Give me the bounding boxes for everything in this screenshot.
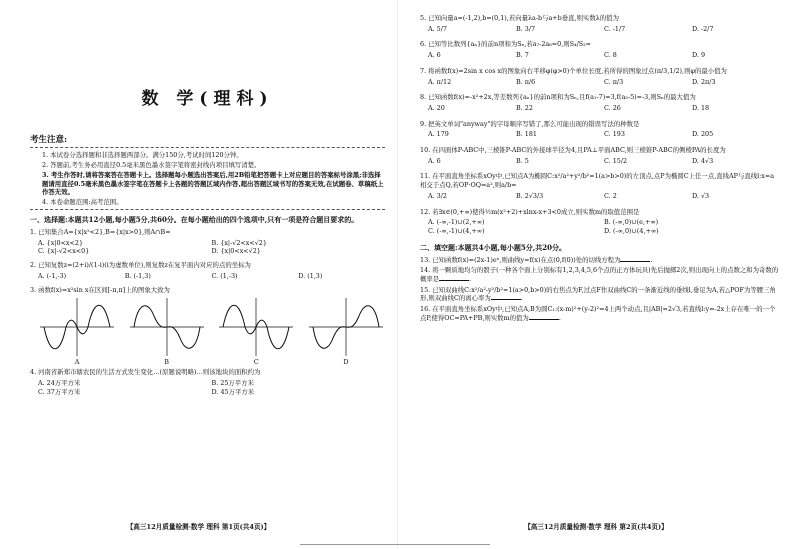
- answer-blank: [620, 261, 650, 262]
- option-d: D. 2π/3: [692, 77, 716, 86]
- question-3-stem: 3. 函数f(x)=x²sin x在区间[-π,π]上的图象大致为: [30, 285, 170, 294]
- question-8: [420, 93, 780, 112]
- divider: [300, 544, 490, 545]
- question-stem: 7. 将函数f(x)=2sin x cos x的图象向右平移φ(φ>0)个单位长度,若所得的图象过点(π/3,1/2),则φ的最小值为: [420, 66, 727, 75]
- divider: [30, 209, 385, 210]
- option-d: D. 4√3: [692, 156, 714, 165]
- option-d: D. 18: [692, 103, 710, 112]
- option-b: B. 181: [516, 130, 537, 139]
- footer-right: 【高三12月质量检测·数学 理科 第2页(共4页)】: [524, 523, 668, 531]
- option-b: B. (-∞,0)∪(e,+∞): [604, 218, 659, 227]
- question-1-stem: 1. 已知集合A={x|x²<2},B={x|x>0},则A∩B=: [30, 228, 171, 237]
- option-c: C. (1,-3): [211, 271, 238, 280]
- option-b: B. 7: [516, 51, 529, 60]
- option-c: C. 15/2: [604, 156, 628, 165]
- option-c: C. 37万平方米: [38, 387, 81, 396]
- question-options: [428, 104, 780, 113]
- option-a: A. (-∞,-1)∪(2,+∞): [428, 218, 485, 227]
- option-a: A. 6: [428, 51, 441, 60]
- option-d: D. √3: [692, 191, 710, 200]
- fill-stem: 13. 已知函数f(x)=(2x-1)eˣ,则曲线y=f(x)在点(0,f(0))处的切线方程为: [420, 255, 621, 264]
- fill-question-14: 14. 将一颗质地均匀的骰子(一种各个面上分别标有1,2,3,4,5,6个点的正方体玩具)先后抛掷2次,则出现向上的点数之和为奇数的概率是 .: [420, 266, 779, 284]
- question-stem: 6. 已知等比数列{aₙ}的前n项和为Sₙ,若a₇-2a₆=0,则S₄/S₂=: [420, 40, 592, 49]
- question-options: [428, 192, 780, 201]
- question-stem: 8. 已知函数f(x)=-x²+2x,等差数列{aₙ}的前n项和为Sₙ,且f(a₁-7)=3,f(a₅-5)=-3,则Sₙ的最大值为: [420, 93, 696, 102]
- graph-option-b: [128, 296, 206, 366]
- question-6: [420, 40, 780, 59]
- question-stem: 10. 在四面体P-ABC中,三棱锥P-ABC的外接球半径为4,且PA⊥平面ABC,则三棱锥P-ABC的侧棱PA的长度为: [420, 146, 726, 155]
- notice-item: 2. 答题前,考生务必用直径0.5毫米黑色墨水签字笔将密封线内项目填写清楚。: [42, 161, 261, 170]
- notice-box: [30, 133, 385, 210]
- graph-option-c: [217, 296, 295, 366]
- option-c: C. 2: [604, 191, 617, 200]
- option-b: B. 22: [516, 103, 533, 112]
- graph-option-a: [38, 296, 116, 366]
- option-c: C. -1/7: [604, 24, 626, 33]
- right-questions: [420, 14, 780, 236]
- option-b: B. 25万平方米: [211, 378, 254, 387]
- option-b: B. 5: [516, 156, 529, 165]
- answer-blank: [491, 299, 521, 300]
- option-c: C. (-∞,-1)∪(4,+∞): [428, 226, 485, 235]
- option-c: C. 26: [604, 103, 621, 112]
- question-options: [428, 218, 780, 235]
- footer-left: 【高三12月质量检测·数学 理科 第1页(共4页)】: [126, 523, 271, 531]
- option-a: A. 3/2: [428, 191, 447, 200]
- option-c: C. 193: [604, 130, 625, 139]
- question-11: [420, 172, 780, 200]
- option-a: A. (-1,-3): [38, 271, 67, 280]
- answer-blank: [439, 280, 469, 281]
- answer-blank: [529, 319, 559, 320]
- question-3-graphs: [38, 296, 385, 366]
- option-a: A. 179: [428, 130, 449, 139]
- function-graph: [38, 296, 116, 358]
- notice-item: 1. 本试卷分选择题和非选择题两部分。满分150分,考试时间120分钟。: [42, 151, 243, 159]
- question-stem: 11. 在平面直角坐标系xOy中,已知点A为椭圆C:x²/a²+y²/b²=1(a>b>0)的左顶点,点P为椭圆C上任一点,直线AP与直线l:x=a相交于点Q,若OP·OQ=a²,则a/b=: [420, 172, 775, 190]
- question-stem: 5. 已知向量a=(-1,2),b=(0,1),若向量λa-b与a+b垂直,则实数λ的值为: [420, 14, 619, 22]
- notice-header: 考生注意:: [30, 135, 68, 145]
- question-options: [428, 130, 780, 139]
- right-page: [397, 0, 794, 549]
- option-b: B. (-1,3): [124, 271, 151, 280]
- option-c: C. {x|-√2<x<0}: [38, 247, 90, 256]
- fill-question-15: 15. 已知双曲线C:x²/a²-y²/b²=1(a>0,b>0)的右焦点为F,过点F作双曲线C的一条渐近线的垂线l,垂足为A,若△POF为等腰三角形,则双曲线C的离心率为 .: [420, 285, 776, 303]
- fill-stem: 16. 在平面直角坐标系xOy中,已知点A,B为圆C₁:(x-m)²+(y-2)²=4上两个动点,且|AB|=2√3,若直线l:y=-2x上存在唯一的一个点P,使得OC=PA+PB,则实数m的值为: [420, 305, 776, 322]
- divider: [30, 147, 385, 148]
- option-b: B. {x|-√2<x<√2}: [211, 238, 267, 247]
- option-c: C. 8: [604, 51, 617, 60]
- fill-stem: 14. 将一颗质地均匀的骰子(一种各个面上分别标有1,2,3,4,5,6个点的正方体玩具)先后抛掷2次,则出现向上的点数之和为奇数的概率是: [420, 266, 779, 284]
- question-2-stem: 2. 已知复数z=(2+i)/(1-i)(i为虚数单位),则复数z在复平面内对应的点的坐标为: [30, 261, 251, 270]
- option-d: D. 9: [692, 51, 706, 60]
- option-d: D. (1,3): [298, 271, 323, 280]
- function-graph: [307, 296, 385, 358]
- question-5: [420, 14, 780, 33]
- question-1-options: [38, 239, 385, 256]
- question-4-stem: 4. 河南省新郑市辖农民的生活方式发生变化…(原题说明略)…则该地块的面积约为: [30, 368, 261, 377]
- option-d: D. {x|0<x<√2}: [211, 247, 261, 256]
- question-7: [420, 67, 780, 86]
- option-b: B. 2√3/3: [516, 191, 544, 200]
- notice-item: 4. 本卷命题范围:高考范围。: [42, 198, 123, 207]
- graph-label: D: [343, 358, 349, 367]
- option-d: D. 45万平方米: [211, 387, 255, 396]
- option-b: B. π/6: [516, 77, 536, 86]
- section-heading: 二、填空题:本题共4小题,每小题5分,共20分。: [420, 242, 566, 252]
- option-b: B. 3/7: [516, 24, 536, 33]
- question-stem: 9. 把英文单词"anyway"的字母顺序写错了,那么可能出现的错误写法的种数是: [420, 119, 640, 128]
- graph-label: A: [74, 358, 80, 367]
- question-options: [428, 157, 780, 166]
- question-stem: 12. 若∃x∈(0,+∞)使得½m(x²+2)+xlnx-x+3<0成立,则实数m的取值范围是: [420, 207, 640, 216]
- option-a: A. 20: [428, 103, 445, 112]
- question-options: [428, 25, 780, 34]
- question-10: [420, 146, 780, 165]
- function-graph: [128, 296, 206, 358]
- notice-item: 3. 考生作答时,请将答案答在答题卡上。选择题每小题选出答案后,用2B铅笔把答题卡上对应题目的答案标号涂黑;非选择题请用直径0.5毫米黑色墨水签字笔在答题卡上各题的答题区域内作答,超出答题区域书写的答案无效,在试题卷、草稿纸上作答无效。: [42, 171, 384, 197]
- option-a: A. 5/7: [428, 24, 447, 33]
- fill-stem: 15. 已知双曲线C:x²/a²-y²/b²=1(a>0,b>0)的右焦点为F,过点F作双曲线C的一条渐近线的垂线l,垂足为A,若△POF为等腰三角形,则双曲线C的离心率为: [420, 285, 776, 303]
- option-c: C. π/3: [604, 77, 624, 86]
- question-options: [428, 78, 780, 87]
- question-9: [420, 120, 780, 139]
- question-2-options: [38, 272, 385, 281]
- option-a: A. {x|0<x<2}: [38, 238, 84, 247]
- question-options: [428, 51, 780, 60]
- option-d: D. -2/7: [692, 24, 714, 33]
- page-title: 数 学(理科): [141, 89, 274, 109]
- option-d: D. 205: [692, 130, 714, 139]
- function-graph: [217, 296, 295, 358]
- fill-question-16: 16. 在平面直角坐标系xOy中,已知点A,B为圆C₁:(x-m)²+(y-2)²=4上两个动点,且|AB|=2√3,若直线l:y=-2x上存在唯一的一个点P,使得OC=PA+PB,则实数m的值为 .: [420, 305, 776, 322]
- option-a: A. 24万平方米: [38, 378, 81, 387]
- graph-label: B: [164, 358, 169, 367]
- question-12: [420, 208, 780, 236]
- section-heading: 一、选择题:本题共12小题,每小题5分,共60分。在每小题给出的四个选项中,只有一项是符合题目要求的。: [30, 215, 359, 225]
- graph-label: C: [253, 358, 259, 367]
- fill-question-13: 13. 已知函数f(x)=(2x-1)eˣ,则曲线y=f(x)在点(0,f(0))处的切线方程为 .: [420, 255, 653, 264]
- question-4-options: [38, 379, 385, 396]
- option-d: D. (-∞,0)∪(4,+∞): [604, 226, 659, 235]
- option-a: A. 6: [428, 156, 441, 165]
- option-a: A. π/12: [428, 77, 452, 86]
- graph-option-d: [307, 296, 385, 366]
